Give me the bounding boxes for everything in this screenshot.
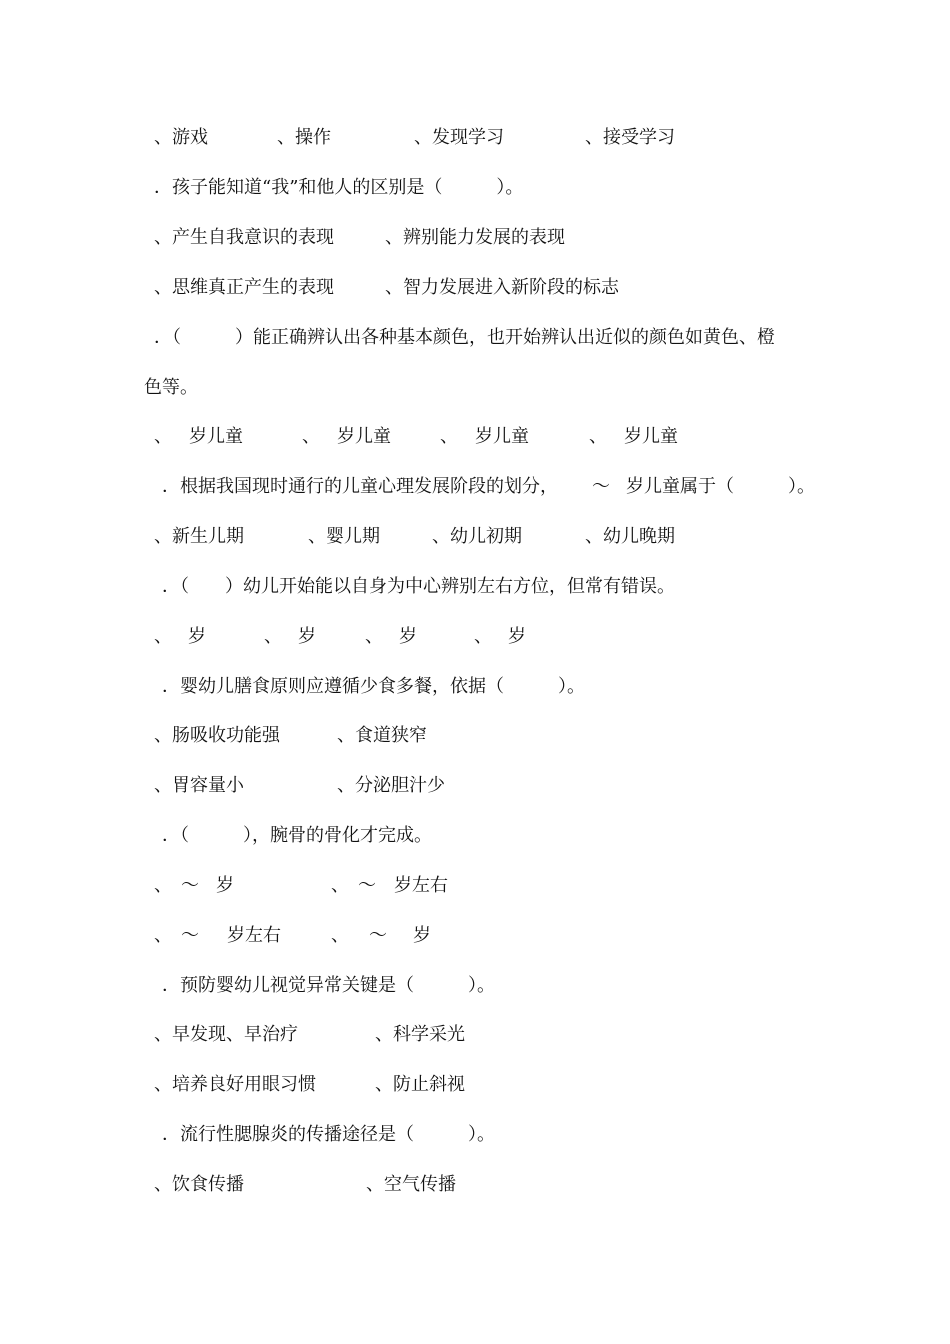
option-d: 、幼儿晚期: [585, 526, 675, 547]
option-b: 、空气传播: [366, 1174, 456, 1195]
question-stem: [0, 672, 950, 702]
option-b: 岁: [298, 626, 316, 647]
question-stem: [0, 572, 950, 602]
question-text: ．孩子能知道“我”和他人的区别是（ ）。: [154, 177, 524, 198]
option-a-marker: 、: [154, 626, 172, 647]
option-b-marker: 、: [331, 875, 349, 896]
question-options: [0, 422, 950, 452]
question-options: [0, 1170, 950, 1200]
option-d-marker: 、: [589, 426, 607, 447]
option-c: 、思维真正产生的表现: [154, 277, 334, 298]
question-options: [0, 1070, 950, 1100]
question-stem: [0, 971, 950, 1001]
question-stem: [0, 472, 950, 502]
option-d: 、防止斜视: [375, 1074, 465, 1095]
question-stem: [0, 1120, 950, 1150]
option-a: 、早发现、早治疗: [154, 1024, 298, 1045]
option-a: 、游戏: [154, 127, 208, 148]
option-c-range: ～: [181, 925, 199, 946]
option-c: 岁左右: [227, 925, 281, 946]
option-d: 岁: [508, 626, 526, 647]
question-options: [0, 921, 950, 951]
question-options: [0, 273, 950, 303]
option-d: 、智力发展进入新阶段的标志: [385, 277, 619, 298]
question-text: ．根据我国现时通行的儿童心理发展阶段的划分，: [162, 476, 558, 497]
question-stem: [0, 173, 950, 203]
option-d: 、分泌胆汁少: [337, 775, 445, 796]
option-a: 岁: [188, 626, 206, 647]
question-stem: [0, 323, 950, 353]
option-a: 、肠吸收功能强: [154, 725, 280, 746]
question-text: ．婴幼儿膳食原则应遵循少食多餐，依据（ ）。: [162, 676, 585, 697]
question-options: [0, 871, 950, 901]
question-text: ．（ ）能正确辨认出各种基本颜色，也开始辨认出近似的颜色如黄色、橙: [154, 327, 775, 348]
option-d: 岁儿童: [624, 426, 678, 447]
option-c: 、胃容量小: [154, 775, 244, 796]
option-c: 岁儿童: [475, 426, 529, 447]
question-range: ～: [592, 476, 610, 497]
option-c-marker: 、: [154, 925, 172, 946]
option-b: 、操作: [277, 127, 331, 148]
question-options: [0, 1020, 950, 1050]
question-text: ．预防婴幼儿视觉异常关键是（ ）。: [162, 975, 495, 996]
option-d-range: ～: [369, 925, 387, 946]
question-options: [0, 522, 950, 552]
option-b-marker: 、: [302, 426, 320, 447]
option-c: 、幼儿初期: [432, 526, 522, 547]
question-text: 岁儿童属于（ ）。: [626, 476, 815, 497]
option-b: 岁左右: [394, 875, 448, 896]
question-options: [0, 771, 950, 801]
option-c: 、培养良好用眼习惯: [154, 1074, 316, 1095]
option-d-marker: 、: [474, 626, 492, 647]
question-stem: [0, 821, 950, 851]
option-a: 岁儿童: [189, 426, 243, 447]
option-b: 、食道狭窄: [337, 725, 427, 746]
option-a: 、新生儿期: [154, 526, 244, 547]
question-text: 色等。: [144, 377, 198, 398]
question-options: [0, 721, 950, 751]
option-a: 、饮食传播: [154, 1174, 244, 1195]
option-d: 、接受学习: [585, 127, 675, 148]
option-b: 、辨别能力发展的表现: [385, 227, 565, 248]
option-a-marker: 、: [154, 426, 172, 447]
option-c: 、发现学习: [414, 127, 504, 148]
option-b: 、婴儿期: [308, 526, 380, 547]
option-b-range: ～: [358, 875, 376, 896]
question-stem-continued: [0, 373, 950, 403]
option-c: 岁: [399, 626, 417, 647]
option-c-marker: 、: [440, 426, 458, 447]
question-options: [0, 622, 950, 652]
question-text: ．（ ），腕骨的骨化才完成。: [162, 825, 432, 846]
option-a: 、产生自我意识的表现: [154, 227, 334, 248]
option-d-marker: 、: [331, 925, 349, 946]
option-b: 岁儿童: [337, 426, 391, 447]
option-a-marker: 、: [154, 875, 172, 896]
question-text: ．流行性腮腺炎的传播途径是（ ）。: [162, 1124, 495, 1145]
option-c-marker: 、: [365, 626, 383, 647]
option-b-marker: 、: [264, 626, 282, 647]
option-a: 岁: [216, 875, 234, 896]
question-options: [0, 223, 950, 253]
question-text: ．（ ）幼儿开始能以自身为中心辨别左右方位，但常有错误。: [162, 576, 675, 597]
option-b: 、科学采光: [375, 1024, 465, 1045]
question-options: [0, 123, 950, 153]
option-d: 岁: [413, 925, 431, 946]
option-a-range: ～: [181, 875, 199, 896]
